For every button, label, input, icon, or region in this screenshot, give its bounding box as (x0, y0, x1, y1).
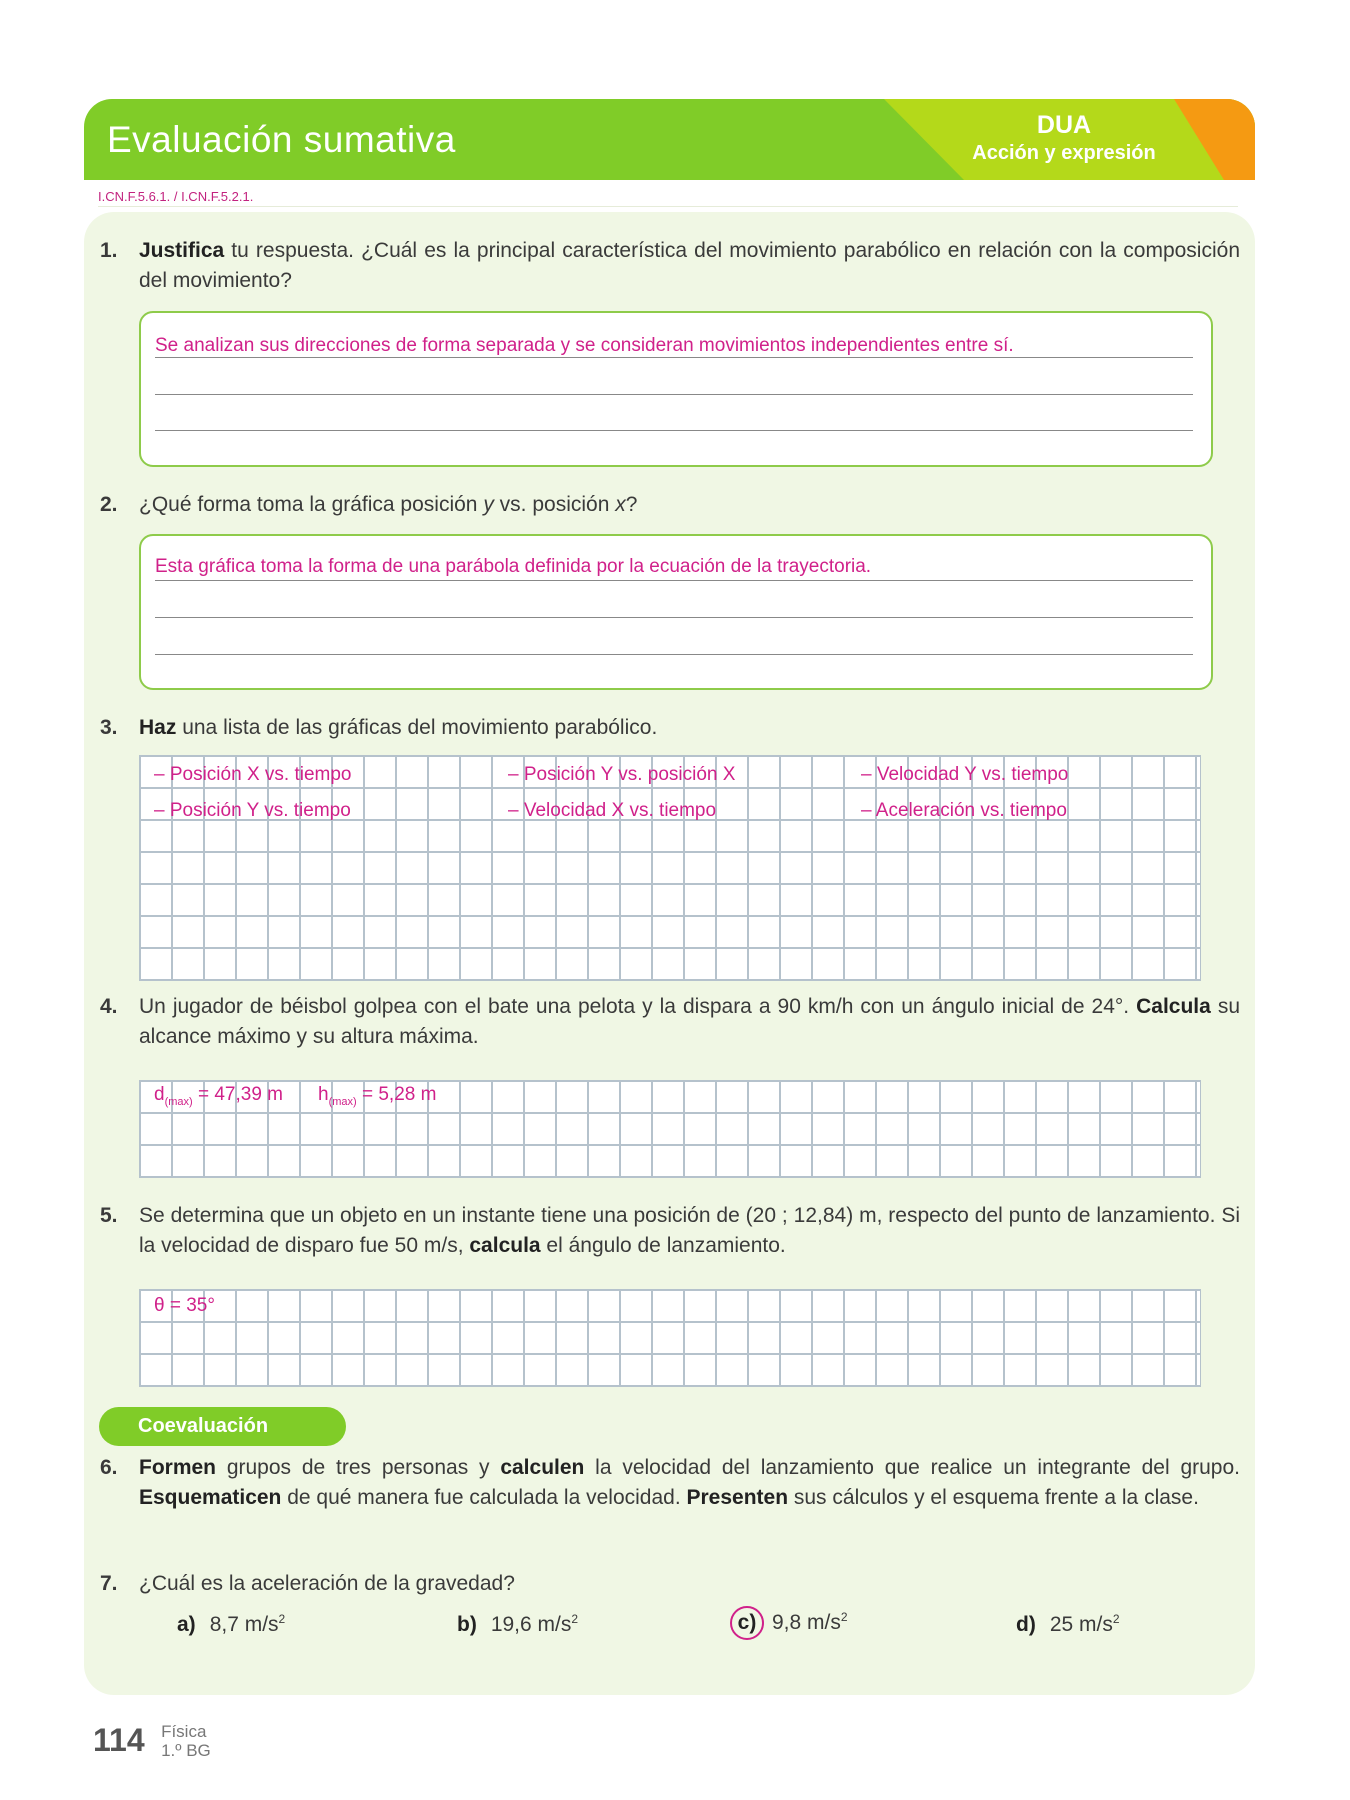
page-number: 114 (93, 1722, 145, 1758)
list-item: – Posición Y vs. tiempo (154, 800, 351, 821)
coevaluation-label: Coevaluación (99, 1407, 346, 1446)
list-item: – Posición Y vs. posición X (508, 764, 736, 785)
answer-grid-5[interactable] (139, 1289, 1201, 1387)
question-6: 6. Formen grupos de tres personas y calculen la velocidad del lanzamiento que realice un integrante del grupo. Esquematicen de qué manera fue calculada la velocidad. Presenten sus cálculos y el esquema frente a la clase. (100, 1453, 1240, 1513)
page-title: Evaluación sumativa (107, 119, 456, 160)
question-5 (100, 1201, 1240, 1261)
question-number: 7. (100, 1572, 118, 1595)
var-y: y (483, 493, 494, 516)
option-c-selected[interactable]: c) 9,8 $m/s^2$ (736, 1606, 848, 1640)
answer-hmax: $h_{(max)} = 5,28$ m (318, 1084, 437, 1108)
question-text: ¿Cuál es la aceleración de la gravedad? (139, 1572, 515, 1595)
question-number: 4. (100, 995, 118, 1018)
verb: calcula (469, 1234, 541, 1257)
answer-text: Se analizan sus direcciones de forma separada y se consideran movimientos independientes entre sí. (155, 335, 1014, 356)
subject: Física (161, 1722, 207, 1741)
question-number: 6. (100, 1456, 118, 1479)
list-item: – Posición X vs. tiempo (154, 764, 352, 785)
list-item: – Aceleración vs. tiempo (861, 800, 1067, 821)
page-footer (93, 1722, 211, 1761)
answer-text: Esta gráfica toma la forma de una parábola definida por la ecuación de la trayectoria. (155, 556, 872, 577)
option-b[interactable]: b) 19,6 $m/s^2$ (457, 1612, 579, 1636)
dua-badge (964, 111, 1164, 165)
question-1 (100, 236, 1240, 296)
section-header (84, 99, 1255, 180)
indicator-code: I.CN.F.5.6.1. / I.CN.F.5.2.1. (98, 189, 1238, 207)
dua-label: DUA (1036, 111, 1092, 139)
answer-box-1[interactable] (139, 311, 1213, 467)
list-item: – Velocidad X vs. tiempo (508, 800, 717, 821)
question-number: 5. (100, 1204, 118, 1227)
question-text: el ángulo de lanzamiento. (540, 1234, 786, 1257)
verb: Haz (139, 716, 177, 739)
option-d[interactable]: d) 25 $m/s^2$ (1016, 1612, 1120, 1636)
answer-angle: θ = 35° (154, 1295, 215, 1316)
question-number: 3. (100, 716, 118, 739)
question-text: una lista de las gráficas del movimiento parabólico. (176, 716, 658, 739)
question-number: 1. (100, 239, 118, 262)
answer-box-2[interactable] (139, 534, 1213, 690)
question-text: ? (625, 493, 638, 516)
question-4 (100, 992, 1240, 1052)
answer-grid-4[interactable] (139, 1080, 1201, 1178)
question-number: 2. (100, 493, 118, 516)
question-text: Un jugador de béisbol golpea con el bate una pelota y la dispara a 90 km/h con un ángulo inicial de 24°. (139, 995, 1137, 1018)
question-2 (100, 490, 1240, 520)
question-text: ¿Qué forma toma la gráfica posición (139, 493, 484, 516)
verb: Justifica (139, 239, 225, 262)
answer-grid-3[interactable] (139, 755, 1201, 981)
answer-dmax: $d_{(max)} = 47,39$ m (154, 1084, 283, 1108)
question-text: vs. posición (493, 493, 616, 516)
grade: 1.º BG (161, 1741, 211, 1760)
question-text: su alcance máximo y su altura máxima. (139, 995, 1241, 1048)
question-7 (100, 1569, 1240, 1599)
verb: Calcula (1136, 995, 1211, 1018)
option-a[interactable]: a) 8,7 $m/s^2$ (177, 1612, 286, 1636)
question-text: tu respuesta. ¿Cuál es la principal característica del movimiento parabólico en relación con la composición del movimiento? (139, 239, 1240, 292)
dua-sub: Acción y expresión (972, 142, 1156, 164)
list-item: – Velocidad Y vs. tiempo (861, 764, 1069, 785)
var-x: x (615, 493, 626, 516)
question-text: Se determina que un objeto en un instante tiene una posición de (20 ; 12,84) m, respecto del punto de lanzamiento. Si la velocidad de disparo fue 50 m/s, (139, 1204, 1240, 1257)
question-3 (100, 713, 1240, 743)
